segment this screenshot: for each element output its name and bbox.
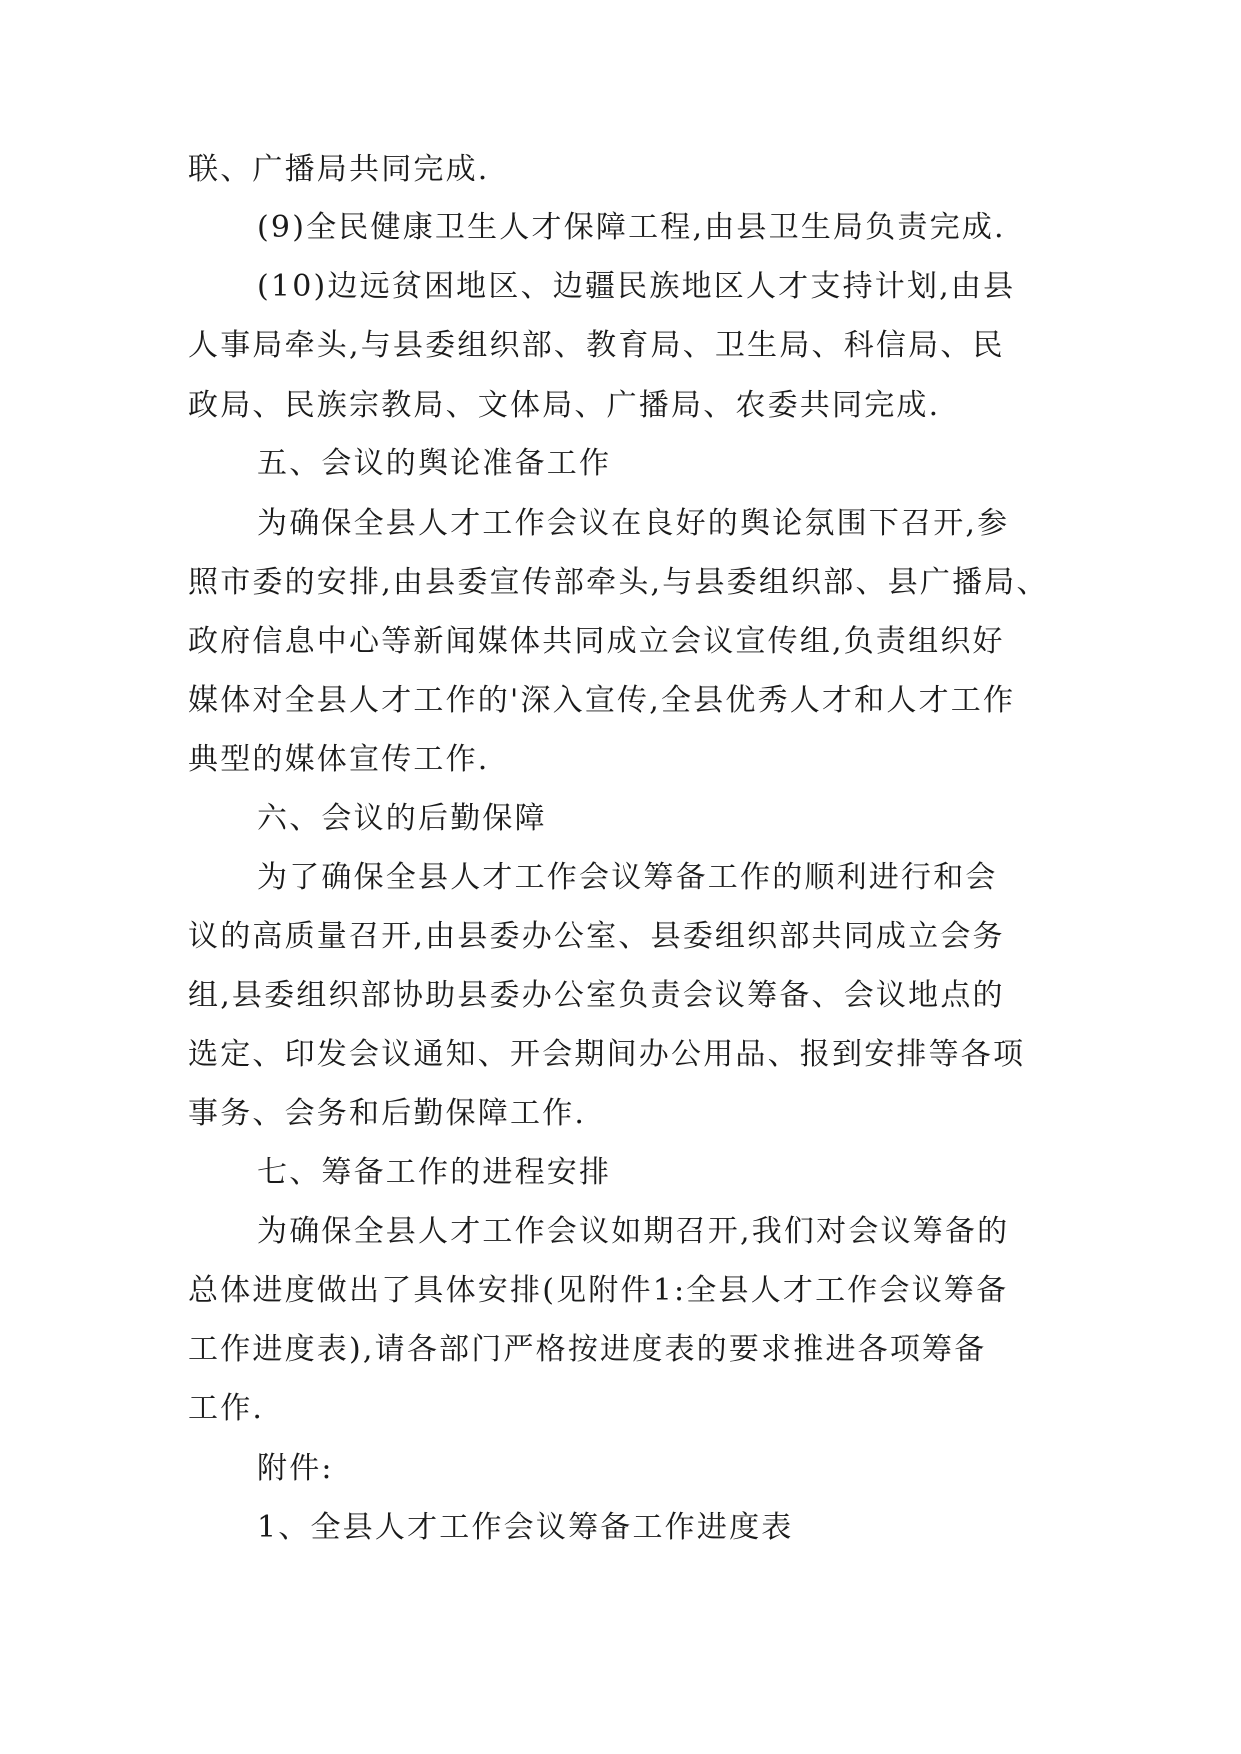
- list-item: (10)边远贫困地区、边疆民族地区人才支持计划,由县: [257, 269, 1016, 304]
- paragraph-line: 选定、印发会议通知、开会期间办公用品、报到安排等各项: [188, 1037, 1026, 1072]
- section-heading: 五、会议的舆论准备工作: [257, 446, 612, 481]
- attachment-label: 附件:: [257, 1451, 334, 1486]
- paragraph-line: 为确保全县人才工作会议在良好的舆论氛围下召开,参: [257, 506, 1010, 541]
- paragraph-line: 工作进度表),请各部门严格按进度表的要求推进各项筹备: [188, 1332, 987, 1367]
- paragraph-line: 媒体对全县人才工作的'深入宣传,全县优秀人才和人才工作: [188, 683, 1016, 718]
- list-item: (9)全民健康卫生人才保障工程,由县卫生局负责完成.: [257, 210, 1006, 245]
- paragraph-line: 组,县委组织部协助县委办公室负责会议筹备、会议地点的: [188, 978, 1005, 1013]
- paragraph-line: 事务、会务和后勤保障工作.: [188, 1096, 587, 1131]
- section-heading: 七、筹备工作的进程安排: [257, 1155, 612, 1190]
- paragraph-line: 为确保全县人才工作会议如期召开,我们对会议筹备的: [257, 1214, 1010, 1249]
- paragraph-line: 总体进度做出了具体安排(见附件1:全县人才工作会议筹备: [188, 1273, 1009, 1308]
- text-line: 政局、民族宗教局、文体局、广播局、农委共同完成.: [188, 388, 941, 423]
- paragraph-line: 典型的媒体宣传工作.: [188, 742, 490, 777]
- text-line: 联、广播局共同完成.: [188, 152, 490, 187]
- text-line: 人事局牵头,与县委组织部、教育局、卫生局、科信局、民: [188, 328, 1005, 363]
- paragraph-line: 工作.: [188, 1391, 265, 1426]
- paragraph-line: 为了确保全县人才工作会议筹备工作的顺利进行和会: [257, 860, 998, 895]
- paragraph-line: 政府信息中心等新闻媒体共同成立会议宣传组,负责组织好: [188, 624, 1005, 659]
- attachment-item: 1、全县人才工作会议筹备工作进度表: [257, 1510, 794, 1545]
- section-heading: 六、会议的后勤保障: [257, 801, 547, 836]
- paragraph-line: 照市委的安排,由县委宣传部牵头,与县委组织部、县广播局、: [188, 565, 1049, 600]
- paragraph-line: 议的高质量召开,由县委办公室、县委组织部共同成立会务: [188, 919, 1005, 954]
